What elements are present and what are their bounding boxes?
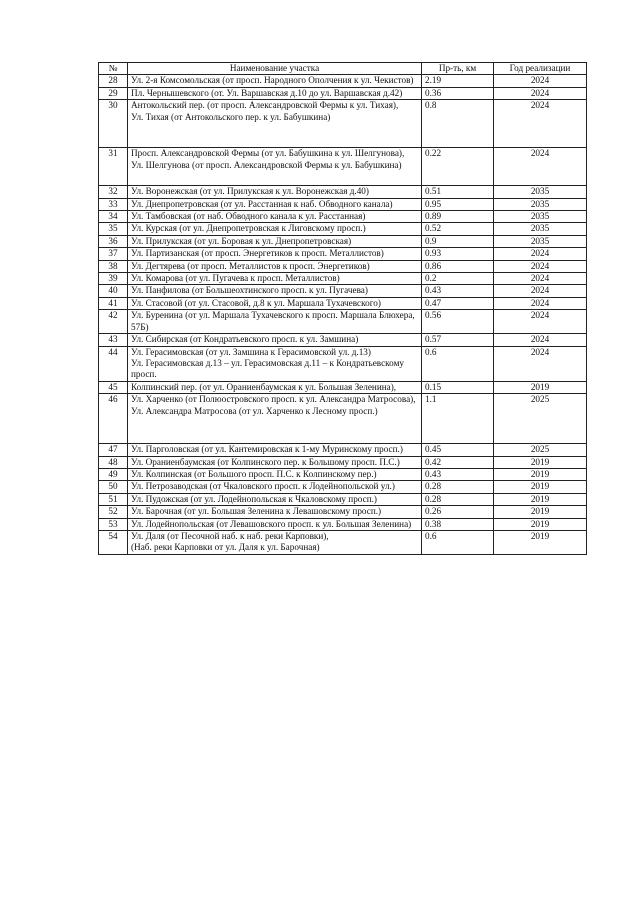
section-name-cell: [128, 223, 422, 235]
section-name-line: Ул. Сибирская (от Кондратьевского просп. к ул. Замшина): [131, 334, 359, 345]
table-row: [99, 530, 587, 554]
row-number: 34: [99, 211, 128, 223]
row-number: 45: [99, 381, 128, 393]
section-name-cell: [128, 310, 422, 334]
header-year: Год реализации: [494, 63, 587, 75]
table-row: [99, 285, 587, 297]
table-body: [99, 75, 587, 554]
table-row: [99, 100, 587, 148]
length-cell: 0.36: [422, 87, 494, 99]
section-name-line: Ул. Стасовой (от ул. Стасовой, д.8 к ул. Маршала Тухачевского): [131, 297, 381, 308]
table-row: [99, 186, 587, 198]
table-row: [99, 260, 587, 272]
length-cell: 0.43: [422, 285, 494, 297]
section-name-line: Ул. Днепропетровская (от ул. Расстанная к наб. Обводного канала): [131, 198, 393, 209]
section-name-line: Ул. Панфилова (от Большеохтинского просп. к ул. Пугачева): [131, 285, 368, 296]
header-section-name: Наименование участка: [128, 63, 422, 75]
length-cell: 0.56: [422, 310, 494, 334]
section-name-line: Ул. Прилукская (от ул. Боровая к ул. Днепропетровская): [131, 235, 352, 246]
section-name-line: Ул. Парголовская (от ул. Кантемировская к 1-му Муринскому просп.): [131, 444, 403, 455]
row-number: 51: [99, 493, 128, 505]
table-row: [99, 235, 587, 247]
row-number: 30: [99, 100, 128, 148]
length-cell: 1.1: [422, 394, 494, 444]
length-cell: 0.43: [422, 468, 494, 480]
row-number: 35: [99, 223, 128, 235]
length-cell: 0.38: [422, 518, 494, 530]
table-row: [99, 346, 587, 381]
year-cell: 2035: [494, 198, 587, 210]
table-row: [99, 87, 587, 99]
table-row: [99, 223, 587, 235]
length-cell: 0.2: [422, 273, 494, 285]
table-row: [99, 468, 587, 480]
row-number: 48: [99, 456, 128, 468]
section-name-cell: [128, 334, 422, 346]
section-name-line: Ул. Ораниенбаумская (от Колпинского пер. к Большому просп. П.С.): [131, 456, 400, 467]
table-row: [99, 75, 587, 87]
table-row: [99, 456, 587, 468]
length-cell: 0.89: [422, 211, 494, 223]
section-name-cell: [128, 260, 422, 272]
section-name-cell: [128, 248, 422, 260]
section-name-cell: [128, 273, 422, 285]
section-name-cell: [128, 481, 422, 493]
header-length: Пр-ть, км: [422, 63, 494, 75]
section-name-line: Ул. Буренина (от ул. Маршала Тухачевского к просп. Маршала Блюхера, 57Б): [131, 310, 415, 332]
section-name-cell: [128, 506, 422, 518]
section-name-cell: [128, 198, 422, 210]
section-name-cell: [128, 394, 422, 444]
section-name-line: Просп. Александровской Фермы (от ул. Бабушкина к ул. Шелгунова),: [131, 148, 405, 159]
year-cell: 2019: [494, 506, 587, 518]
length-cell: 0.57: [422, 334, 494, 346]
table-row: [99, 198, 587, 210]
length-cell: 0.42: [422, 456, 494, 468]
year-cell: 2019: [494, 456, 587, 468]
header-number: №: [99, 63, 128, 75]
length-cell: 0.45: [422, 444, 494, 456]
row-number: 47: [99, 444, 128, 456]
section-name-line: Колпинский пер. (от ул. Ораниенбаумская к ул. Большая Зеленина),: [131, 381, 397, 392]
section-name-cell: [128, 148, 422, 186]
year-cell: 2024: [494, 100, 587, 148]
row-number: 42: [99, 310, 128, 334]
section-name-cell: [128, 87, 422, 99]
year-cell: 2024: [494, 285, 587, 297]
year-cell: 2035: [494, 223, 587, 235]
length-cell: 2.19: [422, 75, 494, 87]
length-cell: 0.15: [422, 381, 494, 393]
row-number: 36: [99, 235, 128, 247]
section-name-line: Ул. Герасимовская д.13 – ул. Герасимовская д.11 – к Кондратьевскому просп.: [131, 357, 404, 380]
section-name-line: Ул. Тамбовская (от наб. Обводного канала к ул. Расстанная): [131, 211, 366, 222]
row-number: 49: [99, 468, 128, 480]
section-name-cell: [128, 285, 422, 297]
road-sections-table: [98, 62, 587, 555]
year-cell: 2019: [494, 530, 587, 554]
year-cell: 2024: [494, 260, 587, 272]
year-cell: 2024: [494, 87, 587, 99]
year-cell: 2019: [494, 481, 587, 493]
section-name-cell: [128, 75, 422, 87]
length-cell: 0.28: [422, 493, 494, 505]
section-name-cell: [128, 493, 422, 505]
section-name-line: Ул. Даля (от Песочной наб. к наб. реки Карповки),: [131, 530, 329, 541]
length-cell: 0.93: [422, 248, 494, 260]
year-cell: 2019: [494, 468, 587, 480]
section-name-line: Пл. Чернышевского (от. Ул. Варшавская д.10 до ул. Варшавская д.42): [131, 87, 403, 98]
length-cell: 0.22: [422, 148, 494, 186]
row-number: 53: [99, 518, 128, 530]
length-cell: 0.47: [422, 297, 494, 309]
section-name-line: Ул. Барочная (от ул. Большая Зеленина к Левашовскому просп.): [131, 506, 382, 517]
section-name-line: Ул. Петрозаводская (от Чкаловского просп. к Лодейнопольской ул.): [131, 481, 395, 492]
row-number: 37: [99, 248, 128, 260]
row-number: 40: [99, 285, 128, 297]
section-name-line: Ул. Курская (от ул. Днепропетровская к Лиговскому просп.): [131, 223, 366, 234]
row-number: 29: [99, 87, 128, 99]
table-row: [99, 518, 587, 530]
table-row: [99, 481, 587, 493]
section-name-cell: [128, 346, 422, 381]
row-number: 38: [99, 260, 128, 272]
length-cell: 0.28: [422, 481, 494, 493]
table-row: [99, 310, 587, 334]
section-name-cell: [128, 456, 422, 468]
section-name-line: Ул. 2-я Комсомольская (от просп. Народного Ополчения к ул. Чекистов): [131, 75, 414, 86]
year-cell: 2025: [494, 444, 587, 456]
year-cell: 2024: [494, 334, 587, 346]
section-name-cell: [128, 530, 422, 554]
length-cell: 0.9: [422, 235, 494, 247]
section-name-cell: [128, 518, 422, 530]
table-row: [99, 297, 587, 309]
year-cell: 2019: [494, 518, 587, 530]
row-number: 33: [99, 198, 128, 210]
table-row: [99, 381, 587, 393]
table-row: [99, 334, 587, 346]
length-cell: 0.26: [422, 506, 494, 518]
year-cell: 2024: [494, 346, 587, 381]
year-cell: 2035: [494, 186, 587, 198]
length-cell: 0.6: [422, 530, 494, 554]
row-number: 52: [99, 506, 128, 518]
section-name-line: Ул. Комарова (от ул. Пугачева к просп. Металлистов): [131, 273, 340, 284]
section-name-line: Ул. Герасимовская (от ул. Замшина к Герасимовской ул. д.13): [131, 346, 371, 357]
table-row: [99, 148, 587, 186]
row-number: 44: [99, 346, 128, 381]
section-name-cell: [128, 100, 422, 148]
year-cell: 2024: [494, 148, 587, 186]
length-cell: 0.6: [422, 346, 494, 381]
length-cell: 0.8: [422, 100, 494, 148]
section-name-line: Ул. Дегтярева (от просп. Металлистов к просп. Энергетиков): [131, 260, 370, 271]
section-name-line: Ул. Харченко (от Полюостровского просп. к ул. Александра Матросова),: [131, 394, 416, 405]
row-number: 28: [99, 75, 128, 87]
section-name-line: Антокольский пер. (от просп. Александровской Фермы к ул. Тихая),: [131, 100, 399, 111]
table-row: [99, 493, 587, 505]
table-row: [99, 211, 587, 223]
year-cell: 2024: [494, 75, 587, 87]
row-number: 46: [99, 394, 128, 444]
length-cell: 0.51: [422, 186, 494, 198]
section-name-line: Ул. Колпинская (от Большого просп. П.С. к Колпинскому пер.): [131, 468, 377, 479]
year-cell: 2035: [494, 235, 587, 247]
table-row: [99, 394, 587, 444]
year-cell: 2035: [494, 211, 587, 223]
table-row: [99, 248, 587, 260]
table-row: [99, 444, 587, 456]
section-name-line: Ул. Пудожская (от ул. Лодейнопольская к Чкаловскому просп.): [131, 493, 377, 504]
section-name-cell: [128, 297, 422, 309]
section-name-cell: [128, 468, 422, 480]
row-number: 31: [99, 148, 128, 186]
row-number: 39: [99, 273, 128, 285]
section-name-line: Ул. Партизанская (от просп. Энергетиков к просп. Металлистов): [131, 248, 384, 259]
section-name-line: Ул. Лодейнопольская (от Левашовского просп. к ул. Большая Зеленина): [131, 518, 412, 529]
section-name-cell: [128, 235, 422, 247]
table-header-row: [99, 63, 587, 75]
section-name-line: Ул. Шелгунова (от просп. Александровской Фермы к ул. Бабушкина): [131, 159, 402, 170]
length-cell: 0.95: [422, 198, 494, 210]
year-cell: 2024: [494, 297, 587, 309]
section-name-line: Ул. Воронежская (от ул. Прилукская к ул. Воронежская д.40): [131, 186, 369, 197]
year-cell: 2019: [494, 381, 587, 393]
row-number: 50: [99, 481, 128, 493]
length-cell: 0.86: [422, 260, 494, 272]
length-cell: 0.52: [422, 223, 494, 235]
year-cell: 2024: [494, 310, 587, 334]
row-number: 41: [99, 297, 128, 309]
section-name-cell: [128, 444, 422, 456]
year-cell: 2025: [494, 394, 587, 444]
section-name-line: Ул. Тихая (от Антокольского пер. к ул. Бабушкина): [131, 111, 331, 122]
row-number: 54: [99, 530, 128, 554]
year-cell: 2024: [494, 273, 587, 285]
section-name-line: Ул. Александра Матросова (от ул. Харченко к Лесному просп.): [131, 405, 378, 416]
row-number: 43: [99, 334, 128, 346]
table-row: [99, 273, 587, 285]
year-cell: 2019: [494, 493, 587, 505]
section-name-cell: [128, 186, 422, 198]
section-name-line: (Наб. реки Карповки от ул. Даля к ул. Барочная): [131, 542, 320, 553]
year-cell: 2024: [494, 248, 587, 260]
section-name-cell: [128, 381, 422, 393]
section-name-cell: [128, 211, 422, 223]
table-row: [99, 506, 587, 518]
row-number: 32: [99, 186, 128, 198]
